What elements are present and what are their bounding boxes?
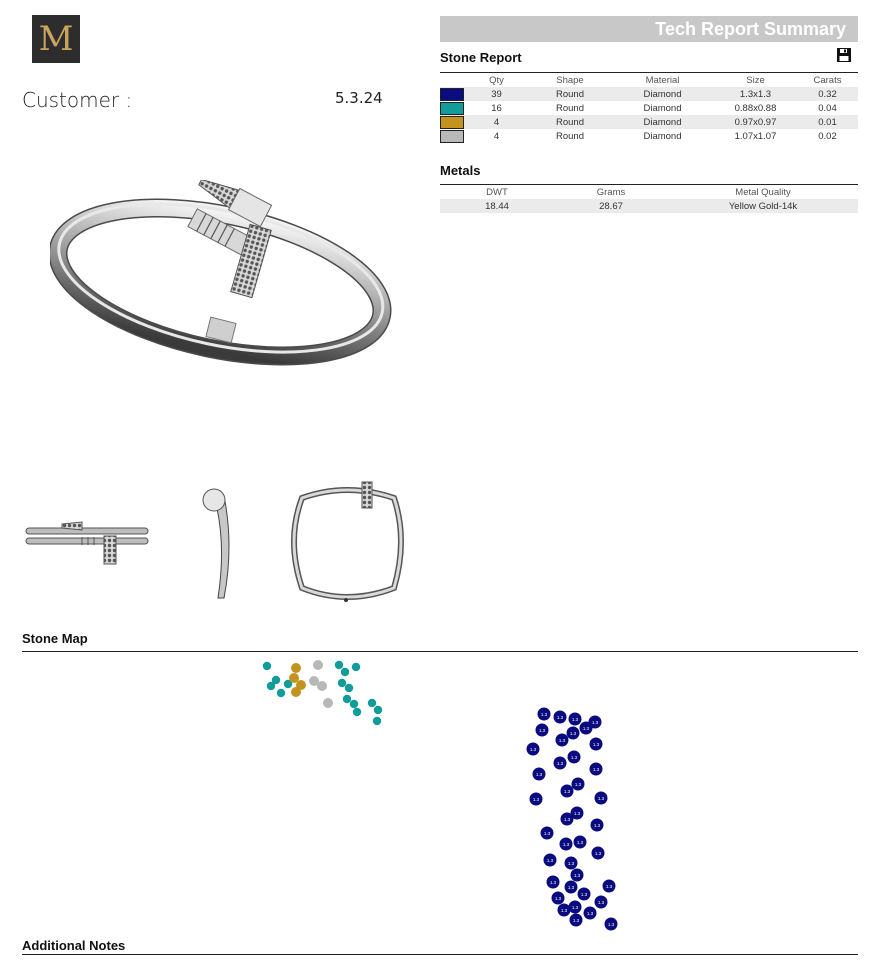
stone-map-diagram	[0, 652, 884, 936]
column-header-metal-quality: Metal Quality	[735, 186, 791, 198]
stone-size-label: 1.3	[586, 910, 594, 916]
report-title: Tech Report Summary	[655, 19, 846, 39]
column-header-shape: Shape	[556, 74, 584, 86]
stone-carats: 0.02	[818, 130, 837, 142]
stone-size-label: 1.3	[567, 860, 575, 866]
stone-marker	[353, 708, 361, 716]
stone-qty: 4	[493, 130, 500, 142]
stone-marker	[317, 681, 327, 691]
stone-size-label: 1.3	[592, 741, 600, 747]
stone-color-swatch	[440, 116, 464, 129]
stone-color-swatch	[440, 88, 464, 101]
stone-material: Diamond	[611, 115, 714, 129]
stone-report-table	[440, 72, 858, 143]
stone-marker	[277, 689, 285, 697]
notes-divider	[22, 954, 858, 955]
stone-qty: 4	[464, 115, 529, 129]
customer-label: Customer :	[22, 88, 133, 112]
stone-size-label: 1.3	[535, 771, 543, 777]
report-title-banner	[440, 16, 858, 42]
stone-size-label: 1.3	[591, 719, 599, 725]
stone-size-label: 1.3	[580, 891, 588, 897]
stone-shape: Round	[529, 115, 611, 129]
stone-size-label: 1.3	[567, 884, 575, 890]
column-header-material: Material	[645, 74, 680, 86]
metal-quality: Yellow Gold-14k	[668, 199, 858, 213]
stone-report-title: Stone Report	[440, 50, 522, 65]
stone-size: 1.3x1.3	[714, 87, 797, 101]
metal-dwt: 18.44	[440, 199, 554, 213]
stone-size-label: 1.3	[538, 727, 546, 733]
stone-marker	[345, 684, 353, 692]
metal-grams: 28.67	[554, 199, 668, 213]
table-row	[440, 129, 858, 143]
metals-table	[440, 184, 858, 213]
stone-size: 0.88x0.88	[734, 102, 777, 114]
table-row	[440, 87, 858, 101]
stone-size-label: 1.3	[573, 810, 581, 816]
bracelet-side-view	[198, 486, 242, 604]
stone-marker	[341, 668, 349, 676]
table-row	[440, 101, 858, 115]
column-header-size: Size	[746, 74, 765, 86]
stone-size: 0.97x0.97	[714, 115, 797, 129]
stone-marker	[374, 706, 382, 714]
metals-table-header	[440, 185, 858, 200]
stone-size-label: 1.3	[574, 781, 582, 787]
stone-marker	[263, 662, 271, 670]
stone-color-swatch	[440, 130, 464, 143]
bracelet-top-view	[282, 480, 412, 608]
stone-size-label: 1.3	[576, 839, 584, 845]
metals-title: Metals	[440, 163, 481, 178]
stone-size-label: 1.3	[571, 904, 579, 910]
stone-marker	[350, 700, 358, 708]
column-header-dwt: DWT	[486, 186, 508, 198]
stone-marker	[291, 687, 301, 697]
stone-size-label: 1.3	[560, 907, 568, 913]
stone-size-label: 1.3	[582, 725, 590, 731]
stone-marker	[338, 679, 346, 687]
stone-qty: 16	[491, 102, 502, 114]
stone-size-label: 1.3	[529, 746, 537, 752]
stone-marker	[323, 698, 333, 708]
stone-color-swatch	[440, 102, 464, 115]
bracelet-front-view	[22, 518, 152, 568]
stone-size-label: 1.3	[571, 716, 579, 722]
stone-size-label: 1.3	[592, 766, 600, 772]
stone-size: 1.07x1.07	[734, 130, 777, 142]
stone-shape: Round	[556, 130, 584, 142]
stone-size-label: 1.3	[562, 841, 570, 847]
stone-marker	[373, 717, 381, 725]
company-logo	[32, 15, 80, 63]
stone-size-label: 1.3	[540, 711, 548, 717]
logo-letter: M	[38, 19, 74, 59]
stone-table-header	[440, 73, 858, 88]
column-header-qty: Qty	[489, 74, 504, 86]
stone-marker	[313, 660, 323, 670]
stone-material: Diamond	[611, 87, 714, 101]
floppy-disk-icon[interactable]	[836, 47, 852, 63]
stone-size-label: 1.3	[605, 883, 613, 889]
stone-marker	[335, 661, 343, 669]
column-header-carats: Carats	[813, 74, 842, 86]
stone-qty: 39	[464, 87, 529, 101]
stone-size-label: 1.3	[594, 850, 602, 856]
stone-size-label: 1.3	[593, 822, 601, 828]
stone-size-label: 1.3	[573, 872, 581, 878]
stone-marker	[267, 682, 275, 690]
table-row	[440, 199, 858, 213]
stone-size-label: 1.3	[556, 760, 564, 766]
stone-size-label: 1.3	[572, 917, 580, 923]
stone-size-label: 1.3	[597, 899, 605, 905]
stone-carats: 0.04	[818, 102, 837, 114]
stone-size-label: 1.3	[554, 895, 562, 901]
stone-size-label: 1.3	[597, 795, 605, 801]
stone-material: Diamond	[643, 130, 682, 142]
stone-marker	[291, 663, 301, 673]
stone-size-label: 1.3	[607, 921, 615, 927]
bracelet-main-render	[50, 180, 395, 385]
stone-shape: Round	[556, 102, 584, 114]
additional-notes-title: Additional Notes	[22, 938, 126, 953]
swatch-column-header	[440, 73, 464, 88]
stone-size-label: 1.3	[543, 830, 551, 836]
stone-size-label: 1.3	[569, 730, 577, 736]
stone-size-label: 1.3	[570, 754, 578, 760]
stone-size-label: 1.3	[549, 879, 557, 885]
stone-carats: 0.01	[797, 115, 858, 129]
stone-carats: 0.32	[797, 87, 858, 101]
stone-shape: Round	[529, 87, 611, 101]
stone-material: Diamond	[643, 102, 682, 114]
report-date: 5.3.24	[335, 89, 383, 107]
stone-marker	[368, 699, 376, 707]
column-header-grams: Grams	[596, 186, 626, 198]
stone-marker	[343, 695, 351, 703]
stone-map-title: Stone Map	[22, 631, 88, 646]
stone-size-label: 1.3	[563, 816, 571, 822]
stone-marker	[352, 663, 360, 671]
stone-size-label: 1.3	[558, 737, 566, 743]
stone-size-label: 1.3	[532, 796, 540, 802]
stone-size-label: 1.3	[546, 857, 554, 863]
stone-size-label: 1.3	[563, 788, 571, 794]
table-row	[440, 115, 858, 129]
stone-size-label: 1.3	[556, 714, 564, 720]
